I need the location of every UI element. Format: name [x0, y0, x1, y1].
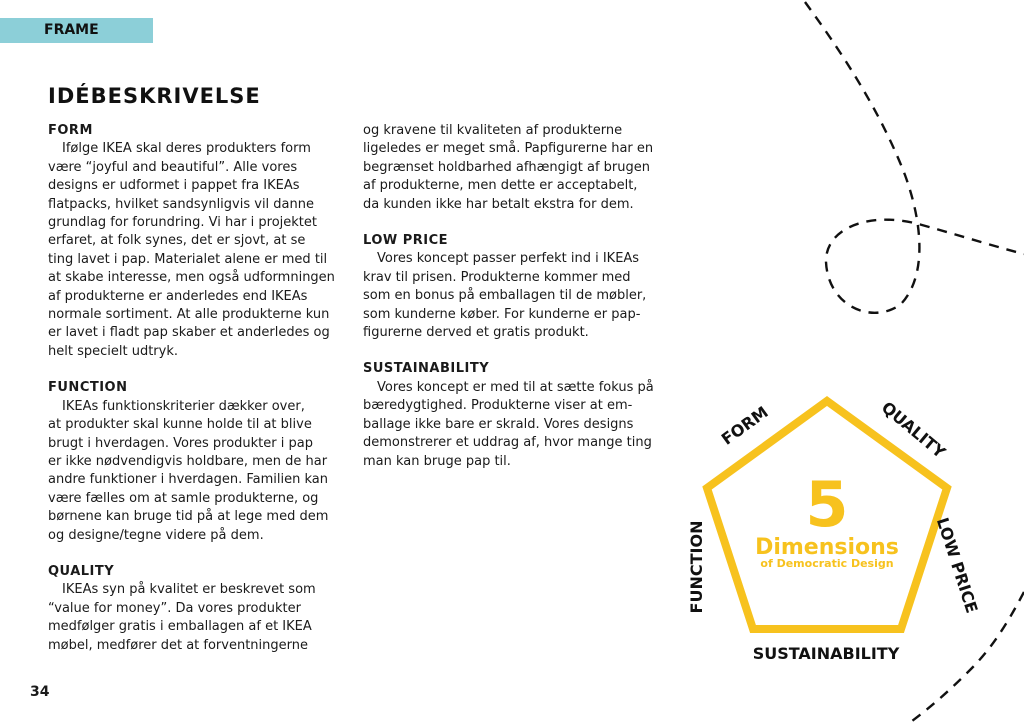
text-line: grundlag for forundring. Vi har i projektet [48, 215, 317, 231]
text-line: af produkterne er anderledes end IKEAs [48, 288, 308, 304]
page-number: 34 [30, 684, 50, 700]
text-line: flatpacks, hvilket sandsynligvis vil danne [48, 196, 314, 212]
text-line: være “joyful and beautiful”. Alle vores [48, 159, 298, 175]
text-line: møbel, medfører det at forventningerne [48, 637, 308, 653]
text-line: som kunderne køber. For kunderne er pap- [363, 306, 641, 322]
dashed-path-loop [805, 2, 1024, 313]
text-line: helt specielt udtryk. [48, 343, 178, 359]
text-line: “value for money”. Da vores produkter [48, 600, 301, 616]
diagram-subtitle: of Democratic Design [760, 557, 894, 570]
text-line: Ifølge IKEA skal deres produkters form [62, 141, 311, 157]
text-line: af produkterne, men dette er acceptabelt, [363, 178, 638, 194]
text-line: IKEAs syn på kvalitet er beskrevet som [62, 582, 316, 598]
text-line: er lavet i fladt pap skaber et anderledes og [48, 325, 330, 341]
big-number-five: 5 [805, 468, 849, 541]
text-line: som en bonus på emballagen til de møbler, [363, 288, 647, 304]
text-line: børnene kan bruge tid på at lege med dem [48, 509, 329, 525]
text-line: man kan bruge pap til. [363, 453, 511, 469]
text-line: at produkter skal kunne holde til at blive [48, 417, 312, 433]
section-heading: FORM [48, 123, 93, 138]
text-line: begrænset holdbarhed afhængigt af brugen [363, 159, 650, 175]
text-line: designs er udformet i pappet fra IKEAs [48, 178, 300, 194]
text-line: andre funktioner i hverdagen. Familien kan [48, 472, 328, 488]
text-line: være fælles om at samle produkterne, og [48, 490, 319, 506]
text-line: erfaret, at folk synes, det er sjovt, at se [48, 233, 306, 249]
text-line: ligeledes er meget små. Papfigurerne har en [363, 141, 654, 157]
text-line: ballage ikke bare er skrald. Vores designs [363, 416, 634, 432]
text-line: er ikke nødvendigvis holdbare, men de har [48, 453, 328, 469]
section-tag-label: FRAME [44, 22, 99, 38]
text-line: og kravene til kvaliteten af produkterne [363, 123, 623, 138]
text-line: brugt i hverdagen. Vores produkter i pap [48, 435, 313, 451]
text-line: Vores koncept er med til at sætte fokus på [377, 379, 654, 395]
text-line: Vores koncept passer perfekt ind i IKEAs [377, 251, 640, 267]
label-function: FUNCTION [687, 520, 706, 614]
text-line: normale sortiment. At alle produkterne kun [48, 307, 330, 323]
democratic-design-pentagon [687, 398, 982, 663]
text-line: IKEAs funktionskriterier dækker over, [62, 398, 305, 414]
section-heading: LOW PRICE [363, 233, 449, 249]
text-line: at skabe interesse, men også udformningen [48, 270, 335, 286]
label-quality: QUALITY [877, 397, 950, 462]
text-line: ting lavet i pap. Materialet alene er med til [48, 251, 328, 267]
diagram-title: Dimensions [755, 535, 899, 560]
section-heading: QUALITY [48, 563, 115, 579]
text-line: figurerne derved et gratis produkt. [363, 325, 589, 341]
page-title: IDÉBESKRIVELSE [48, 84, 261, 108]
text-line: medfølger gratis i emballagen af et IKEA [48, 619, 312, 635]
text-line: da kunden ikke har betalt ekstra for dem. [363, 196, 634, 212]
text-line: bæredygtighed. Produkterne viser at em- [363, 398, 633, 414]
label-low-price: LOW PRICE [932, 515, 982, 616]
text-line: demonstrerer et uddrag af, hvor mange ting [363, 435, 652, 451]
section-heading: SUSTAINABILITY [363, 361, 490, 377]
text-line: og designe/tegne videre på dem. [48, 527, 264, 543]
label-form: FORM [717, 402, 772, 449]
section-heading: FUNCTION [48, 380, 128, 396]
text-line: krav til prisen. Produkterne kommer med [363, 269, 631, 285]
label-sustainability: SUSTAINABILITY [752, 644, 900, 663]
